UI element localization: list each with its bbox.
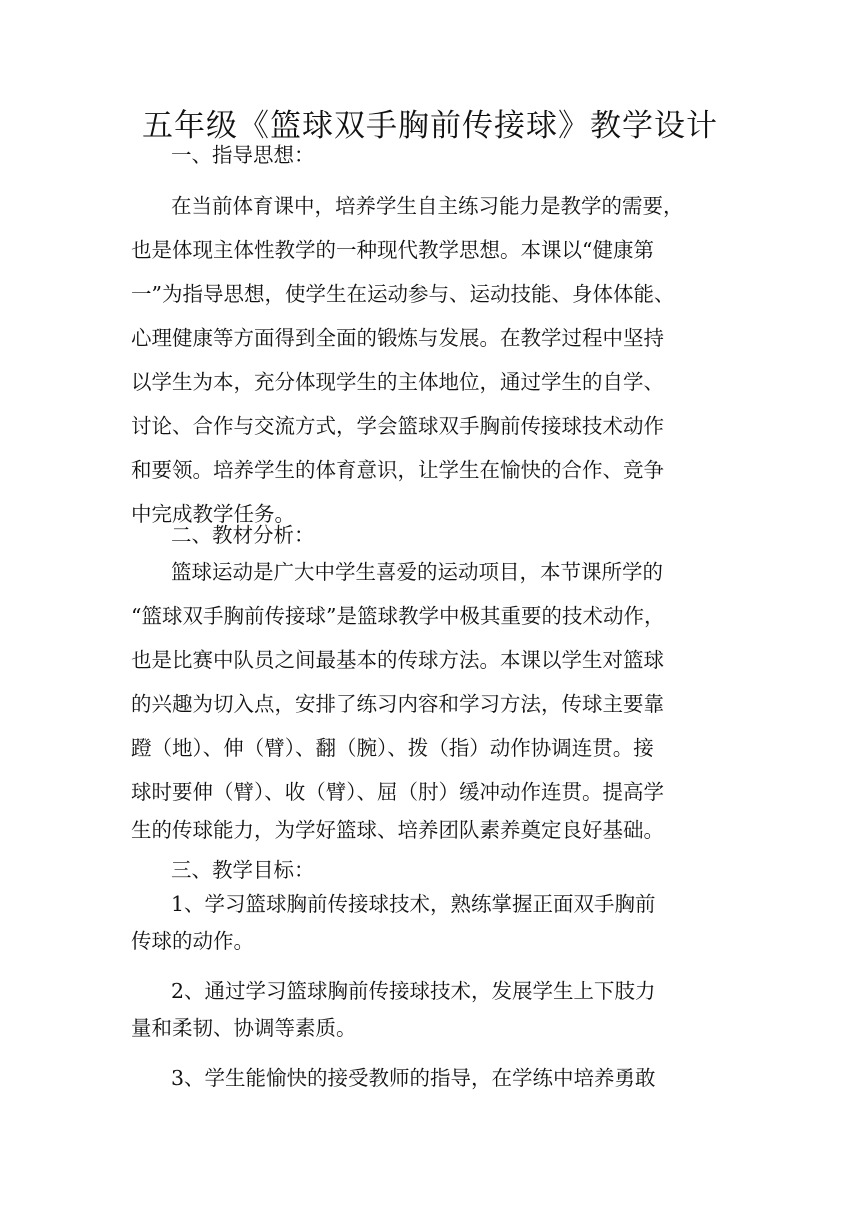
document-title: 五年级《篮球双手胸前传接球》教学设计: [142, 108, 718, 144]
paragraph-line: 球时要伸（臂）、收（臂）、屈（肘）缓冲动作连贯。提高学: [131, 780, 664, 804]
paragraph-line: 也是体现主体性教学的一种现代教学思想。本课以“健康第: [131, 238, 654, 262]
paragraph-line: 蹬（地）、伸（臂）、翻（腕）、拨（指）动作协调连贯。接: [131, 736, 654, 760]
paragraph-line: 在当前体育课中，培养学生自主练习能力是教学的需要，: [171, 194, 684, 218]
paragraph-line: 心理健康等方面得到全面的锻炼与发展。在教学过程中坚持: [131, 326, 664, 350]
list-item-continuation: 量和柔韧、协调等素质。: [131, 1016, 357, 1040]
paragraph-line: 也是比赛中队员之间最基本的传球方法。本课以学生对篮球: [131, 648, 664, 672]
list-item-goal-2: 2、通过学习篮球胸前传接球技术，发展学生上下肢力: [171, 979, 656, 1003]
paragraph-line: 篮球运动是广大中学生喜爱的运动项目，本节课所学的: [171, 560, 663, 584]
list-item-goal-3: 3、学生能愉快的接受教师的指导，在学练中培养勇敢: [171, 1066, 656, 1090]
section-heading-teaching-goals: 三、教学目标：: [171, 858, 315, 882]
paragraph-line: 讨论、合作与交流方式，学会篮球双手胸前传接球技术动作: [131, 414, 664, 438]
paragraph-line: 中完成教学任务。: [131, 502, 295, 526]
section-heading-guiding-thought: 一、指导思想：: [171, 143, 315, 167]
list-item-goal-1: 1、学习篮球胸前传接球技术，熟练掌握正面双手胸前: [171, 892, 656, 916]
list-item-continuation: 传球的动作。: [131, 929, 254, 953]
paragraph-line: 和要领。培养学生的体育意识，让学生在愉快的合作、竞争: [131, 458, 664, 482]
paragraph-line: “篮球双手胸前传接球”是篮球教学中极其重要的技术动作，: [131, 604, 665, 628]
section-heading-material-analysis: 二、教材分析：: [171, 523, 315, 547]
paragraph-line: 生的传球能力，为学好篮球、培养团队素养奠定良好基础。: [131, 818, 664, 842]
paragraph-line: 一”为指导思想，使学生在运动参与、运动技能、身体体能、: [131, 282, 675, 306]
paragraph-line: 以学生为本，充分体现学生的主体地位，通过学生的自学、: [131, 370, 664, 394]
paragraph-line: 的兴趣为切入点，安排了练习内容和学习方法，传球主要靠: [131, 692, 664, 716]
